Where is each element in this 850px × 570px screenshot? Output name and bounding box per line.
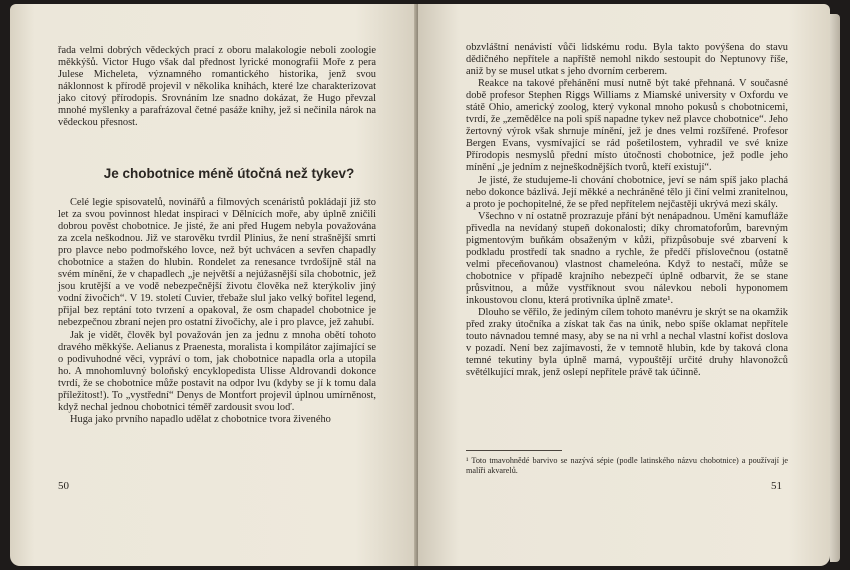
page-number-right: 51 (771, 480, 782, 492)
paragraph: Jak je vidět, člověk byl považován jen za jednu z mnoha obětí tohoto dravého měkkýše. Aelianus z Praenesta, moralista i kompilátor zajímající se o podivuhodné věci, vypráví o tom, jak chobotnice napadla orla a utopila ho. A mnohomluvný boloňský encyklopedista Ulisse Aldrovandi dokonce tvrdí, že se chobotnice může postavit na odpor lvu (kdyby se jí k tomu dala příležitost!). To „vystřední“ Denys de Montfort projevil úplnou umírněnost, když nechal jednou chobotnici téměř zardousit svou loď. (58, 329, 376, 413)
right-page (418, 4, 830, 566)
book-spread (10, 4, 838, 566)
paragraph: Všechno v ní ostatně prozrazuje přání být nenápadnou. Umění kamufláže přivedla na nevídaný stupeň dokonalosti; díky chromatoforům, barevným pigmentovým buňkám obsaženým v kůži, přizpůsobuje své zbarvení k podkladu prostředí tak snadno a rychle, že předčí příslovečnou (ostatně velmi přeceňovanou) vlastnost chameleóna. Když to nestačí, může se chobotnice v případě krajního nebezpečí úplně odbarvit, že se stane průsvitnou, a může vystříknout svou nálevkou neboli hyponomem inkoustovou clonu, která protivníka úplně zmate¹. (466, 210, 788, 306)
paragraph: Celé legie spisovatelů, novinářů a filmových scenáristů pokládají již sto let za svou povinnost hledat inspiraci v Dělnících moře, aby úplně zničili dobrou pověst chobotnice. Je jisté, že ani před Hugem nebyla považována za zcela neškodnou. Již ve starověku tvrdil Plinius, že není strašnější smrti pro plavce nebo podmořského lovce, než být uchvácen a sevřen chapadly chobotnice a stažen do hlubin. Rondelet za renesance tvrdošíjně stál na svém mínění, že v chapadlech „je největší a nejúžasnější síla chobotnic, jež jsou krutější a ve vodě nebezpečnější životu člověka než kterýkoliv jiný vodní živočich“. V 19. století Cuvier, třebaže slul jako velký bořitel legend, přijal bez reptání toto tvrzení a opakoval, že osm chapadel chobotnice je nebezpečnou zbraní nejen pro ostatní živočichy, ale i pro plavce, jež zahubí. (58, 197, 376, 329)
left-body-text (58, 197, 376, 426)
page-edges (830, 14, 840, 562)
right-body-text (466, 42, 788, 379)
paragraph: Reakce na takové přehánění musí nutně být také přehnaná. V současné době profesor Stephen Riggs Williams z Miamské university v Oxfordu ve státě Ohio, americký zoolog, který vykonal mnoho pokusů s chobotnicemi, tvrdí, že „zemědělce na poli spíš napadne tykev než plavce chobotnice“. Jeho žertovný výrok však shrnuje mínění, jež je dnes velmi rozšířené. Profesor Bergen Evans, vysmívající se rád pošetilostem, vyhradil ve své knize Přírodopis nesmyslů přední místo útočnosti chobotnice, jež podle jeho mínění „je jedním z nejneškodnějších tvorů, kteří existují“. (466, 78, 788, 174)
paragraph: obzvláštní nenávistí vůči lidskému rodu. Byla takto povýšena do stavu dědičného nepřítele a napříště nemohl nikdo sestoupit do Neptunovy říše, aniž by se musel utkat s jeho dvorním cerberem. (466, 42, 788, 78)
footnote-rule (466, 450, 562, 451)
left-top-paragraph (58, 45, 376, 129)
paragraph: Huga jako prvního napadlo udělat z chobotnice tvora živeného (70, 413, 331, 425)
paragraph: řada velmi dobrých vědeckých prací z oboru malakologie neboli zoologie měkkýšů. Victor Hugo však dal přednost lyrické monografii Moře z pera Julese Micheleta, významného romantického historika, jenž svou náklonnost k přírodě projevil v několika knihách, které lze charakterizovat jako citový přírodopis. Srovnáním lze snadno dokázat, že Hugo převzal mnohé myšlenky a parafrázoval četné pasáže knihy, jež si nečinila nárok na vědeckou přesnost. (58, 45, 376, 129)
paragraph: Dlouho se věřilo, že jediným cílem tohoto manévru je skrýt se na okamžik před zraky útočníka a získat tak čas na únik, nebo spíše oklamat nepřítele touto návnadou temné masy, aby se na ni vrhl a nechal vlastní kořist doslova v pozadí. Není bez zajímavosti, že v temnotě hlubin, kde by taková clona temné tekutiny byla úplně marná, vypouštějí určité druhy hlavonožců světélkující mrak, jenž oslepí nepřítele právě tak účinně. (466, 307, 788, 379)
section-heading: Je chobotnice méně útočná než tykev? (103, 166, 355, 181)
paragraph: Je jisté, že studujeme-li chování chobotnice, jeví se nám spíš jako plachá nebo dokonce bázlivá. Její měkké a nechráněné tělo ji činí velmi zranitelnou, a proto je pochopitelné, že se před nepřítelem nejčastěji ukrývá mezi skály. (466, 174, 788, 210)
footnote: ¹ Toto tmavohnědé barvivo se nazývá sépie (podle latinského názvu chobotnice) a používají je malíři akvarelů. (466, 456, 788, 475)
left-page (10, 4, 416, 566)
page-number-left: 50 (58, 480, 69, 492)
